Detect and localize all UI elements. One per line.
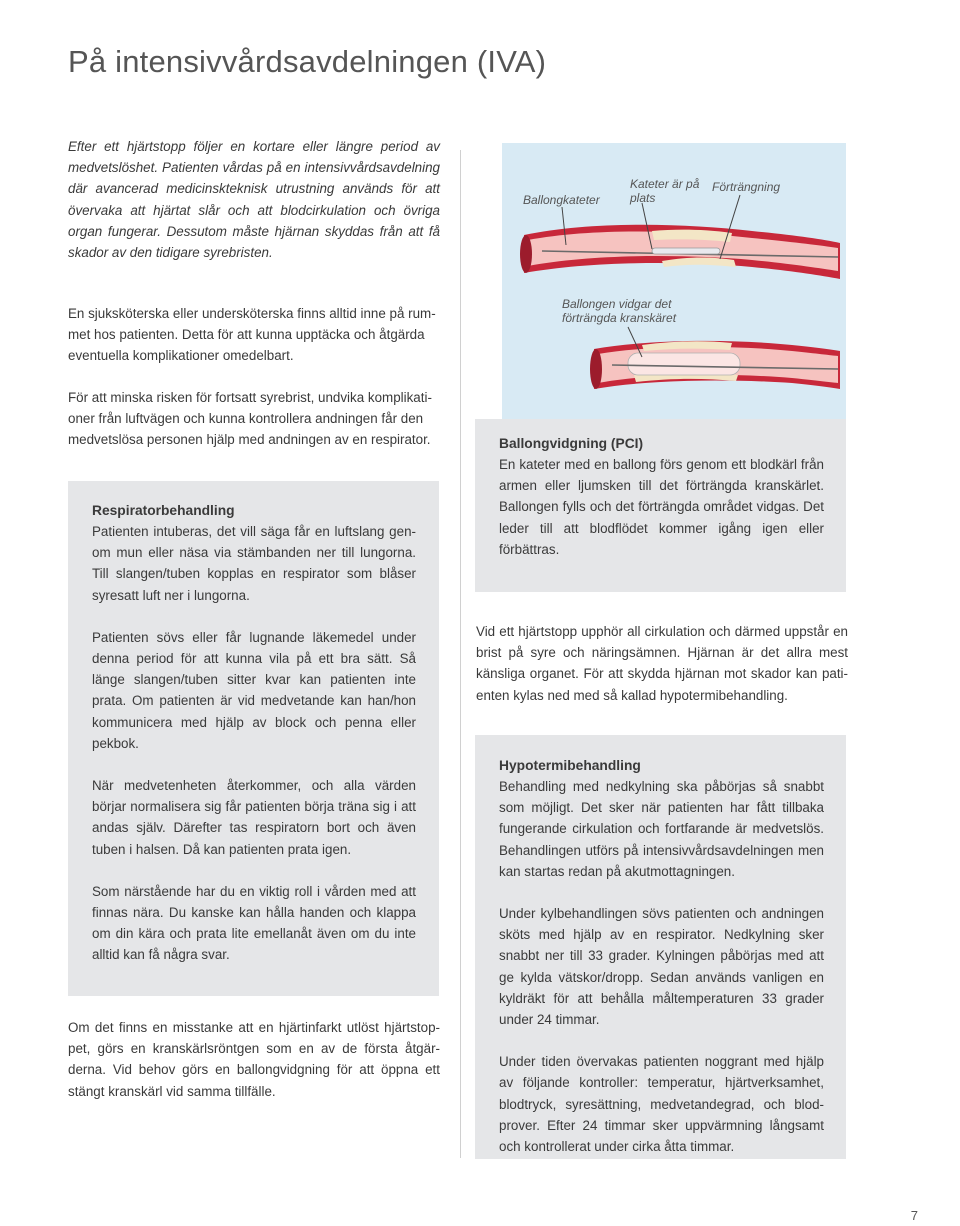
- lower-vessel-opening: [590, 349, 602, 389]
- intro-paragraph: Efter ett hjärtstopp följer en kortare eller längre period av medvetslöshet. Patienten vårdas på en intensivvårdsavdelning där avancerad medicinskteknisk utrustning används för att övervaka att hjärtat slår och att blodcirkulation och övriga organ fungerar. Dessutom måste hjärnan skyddas från att få skador av den tidigare syrebristen.: [68, 139, 440, 261]
- respirator-box-p3: När medvetenheten återkommer, och alla värden börjar normalisera sig får patienten börja träna sig i att andas själv. Därefter tas respiratorn bort och även tuben i halsen. Då kan patienten prata igen.: [92, 778, 416, 857]
- hypothermia-intro-paragraph: Vid ett hjärtstopp upphör all cirkulation och därmed uppstår en brist på syre och näringsämnen. Hjärnan är det allra mest känsliga organet. För att skydda hjärnan mot skador kan patienten kylas ned med så kallad hypotermibehandling.: [476, 624, 848, 703]
- upper-balloon: [652, 248, 720, 254]
- hypothermia-box-title: Hypotermibehandling: [499, 758, 641, 773]
- pci-box-text: En kateter med en ballong förs genom ett blodkärl från armen eller ljumsken till det förträngda kranskärlet. Ballongen fylls och det förträngda området vidgas. Det leder till att blodflödet kommer igång igen eller förbättras.: [499, 457, 824, 557]
- respirator-box-p1: Patienten intuberas, det vill säga får en luftslang genom mun eller näsa via stämbanden ner till lungorna. Till slangen/tuben kopplas en respirator som blåser syresatt luft ner i lungorna.: [92, 524, 416, 603]
- hypothermia-box: [475, 735, 846, 1159]
- upper-vessel-opening: [520, 235, 532, 273]
- pci-box: [475, 419, 846, 592]
- label-stenosis: Förträngning: [712, 180, 781, 194]
- label-balloon-widens: Ballongen vidgar det förträngda kranskäret: [562, 297, 677, 325]
- pci-illustration: [502, 143, 846, 419]
- label-catheter-in-place: Kateter är på plats: [630, 177, 700, 205]
- respirator-box-p2: Patienten sövs eller får lugnande läkemedel under denna period för att kunna vila på ett bra sätt. Så länge slangen/tuben sitter kvar kan patienten inte prata. Om patienten är vid medvetande kan han/hon kommunicera med hjälp av block och penna eller pekbok.: [92, 629, 416, 751]
- staff-paragraph: En sjuksköterska eller undersköterska finns alltid inne på rummet hos patienten. Detta för att kunna upptäcka och åtgärda eventuella komplikationer omedelbart.: [68, 306, 436, 364]
- respirator-box-title: Respiratorbehandling: [92, 503, 235, 518]
- column-divider: [460, 150, 461, 1158]
- respirator-box: [68, 481, 439, 996]
- page-number: 7: [910, 1208, 918, 1223]
- angiography-paragraph: Om det finns en misstanke att en hjärtinfarkt utlöst hjärtstoppet, görs en kranskärlsröntgen som en av de första åtgärderna. Vid behov görs en ballongvidgning för att öppna ett stängt kranskärl vid samma tillfälle.: [68, 1020, 440, 1099]
- respirator-intro-paragraph: För att minska risken för fortsatt syrebrist, undvika komplikationer från luftvägen och kunna kontrollera andningen får den medvetslösa personen hjälp med andningen av en respirator.: [68, 390, 432, 448]
- respirator-box-p4: Som närstående har du en viktig roll i vården med att finnas nära. Du kanske kan hålla handen och klappa om din kära och prata lite emellanåt även om du inte alltid kan få några svar.: [92, 883, 416, 963]
- page-title: På intensivvårdsavdelningen (IVA): [68, 44, 547, 79]
- pci-box-title: Ballongvidgning (PCI): [499, 436, 644, 451]
- hypothermia-box-p2: Under kylbehandlingen sövs patienten och andningen sköts med hjälp av en respirator. Nedkylning sker snabbt ner till 33 grader. Kylningen påbörjas med att ge kylda vätskor/dropp. Sedan används vanligen en kyldräkt för att behålla måltemperaturen 33 grader under 24 timmar.: [499, 906, 824, 1028]
- hypothermia-box-p1: Behandling med nedkylning ska påbörjas så snabbt som möjligt. Det sker när patienten har fått tillbaka fungerande cirkulation och fortfarande är medvetslös. Behandlingen utförs på intensivvårdsavdelningen men kan startas redan på akutmottagningen.: [499, 779, 824, 879]
- label-balloon-catheter: Ballongkateter: [523, 193, 600, 207]
- hypothermia-box-p3: Under tiden övervakas patienten noggrant med hjälp av följande kontroller: temperatur, hjärtverksamhet, blodtryck, syresättning, medvetandegrad, och blodprover. Efter 24 timmar sker uppvärmning långsamt och kontrollerat under cirka åtta timmar.: [499, 1054, 824, 1155]
- lower-balloon: [628, 353, 740, 375]
